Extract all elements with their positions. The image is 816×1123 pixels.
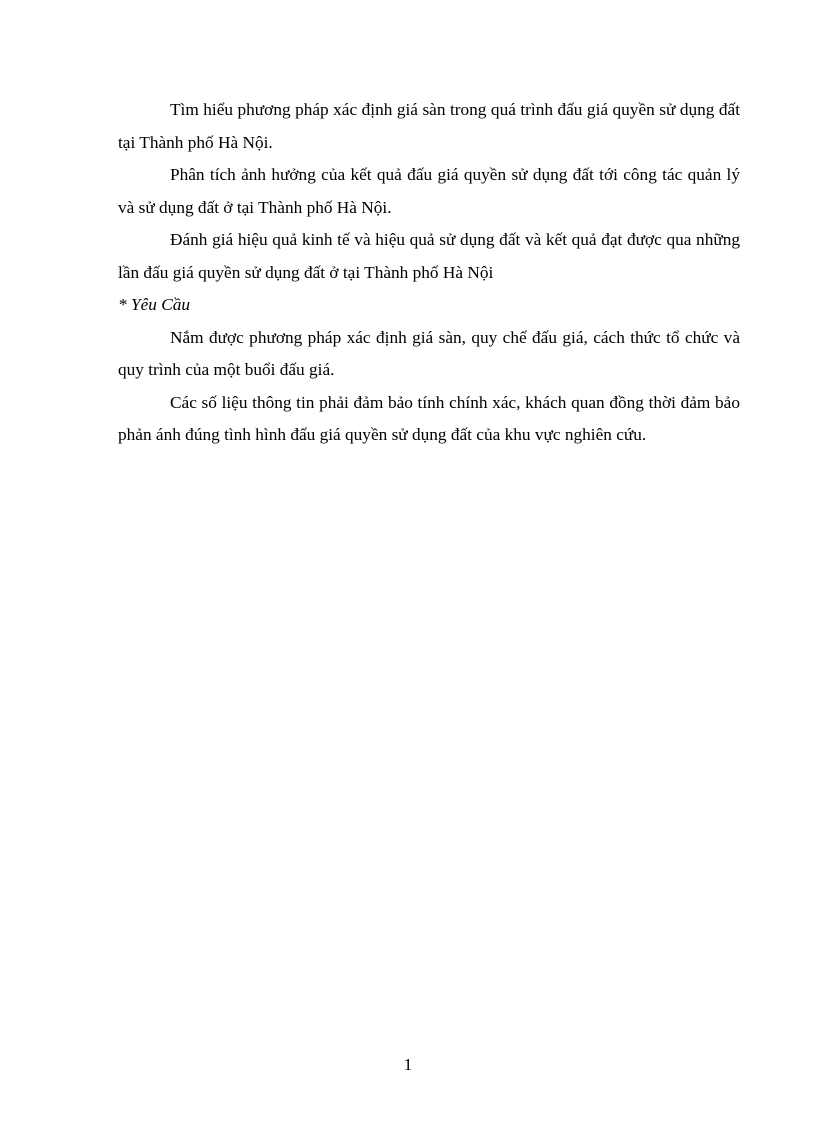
objective-paragraph: Phân tích ảnh hưởng của kết quả đấu giá quyền sử dụng đất tới công tác quản lý và sử dụng đất ở tại Thành phố Hà Nội. xyxy=(118,165,740,217)
requirements-heading: * Yêu Cầu xyxy=(118,295,191,314)
page-number: 1 xyxy=(403,1055,413,1074)
requirement-paragraph: Nắm được phương pháp xác định giá sàn, quy chế đấu giá, cách thức tổ chức và quy trình của một buổi đấu giá. xyxy=(118,327,740,379)
objective-paragraph: Đánh giá hiệu quả kinh tế và hiệu quả sử dụng đất và kết quả đạt được qua những lần đấu giá quyền sử dụng đất ở tại Thành phố Hà Nội xyxy=(118,230,740,282)
objective-paragraph: Tìm hiểu phương pháp xác định giá sàn trong quá trình đấu giá quyền sử dụng đất tại Thành phố Hà Nội. xyxy=(118,100,740,152)
requirement-paragraph: Các số liệu thông tin phải đảm bảo tính chính xác, khách quan đồng thời đảm bảo phản ánh đúng tình hình đấu giá quyền sử dụng đất của khu vực nghiên cứu. xyxy=(118,392,740,444)
document-body xyxy=(118,94,740,452)
